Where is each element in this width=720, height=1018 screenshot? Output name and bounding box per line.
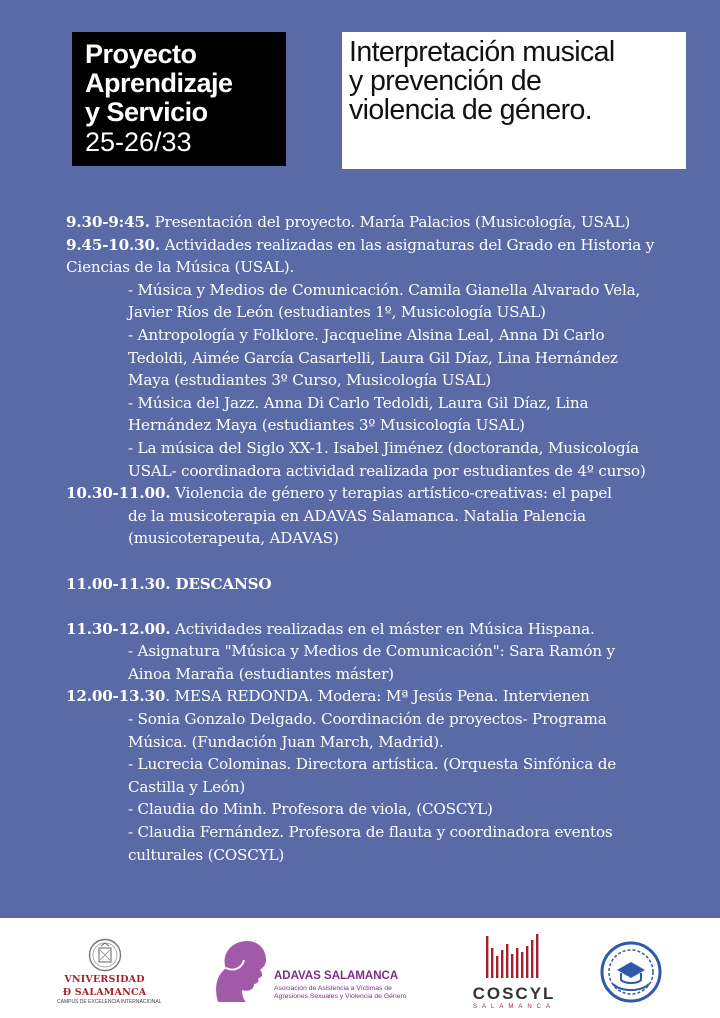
program-line: Ainoa Maraña (estudiantes máster): [128, 664, 394, 683]
program-line: USAL- coordinadora actividad realizada por estudiantes de 4º curso): [128, 461, 646, 480]
program-line: 11.00-11.30. DESCANSO: [66, 574, 272, 593]
program-line: de la musicoterapia en ADAVAS Salamanca. Natalia Palencia: [128, 506, 586, 525]
university-seal-icon: [88, 938, 122, 972]
program-line: culturales (COSCYL): [128, 845, 285, 864]
title-line-1: Interpretación musical: [349, 36, 615, 68]
program-line: - Música y Medios de Comunicación. Camila Gianella Alvarado Vela,: [128, 280, 641, 299]
project-line-2: Aprendizaje: [85, 68, 233, 98]
program-line: - Música del Jazz. Anna Di Carlo Tedoldi, Laura Gil Díaz, Lina: [128, 393, 589, 412]
usal-tagline: CAMPUS DE EXCELENCIA INTERNACIONAL: [57, 999, 162, 1005]
program-line: - Asignatura "Música y Medios de Comunicación": Sara Ramón y: [128, 642, 615, 661]
title-line-2: y prevención de: [349, 65, 542, 97]
adavas-description: Asociación de Asistencia a Víctimas de Agresiones Sexuales y Violencia de Género: [274, 985, 407, 1000]
program-line: - Claudia Fernández. Profesora de flauta y coordinadora eventos: [128, 823, 613, 842]
coscyl-logo: [466, 932, 562, 1010]
sponsor-footer: [0, 918, 720, 1018]
program-line: - Claudia do Minh. Profesora de viola, (COSCYL): [128, 800, 493, 819]
adavas-profile-icon: [212, 938, 274, 1004]
program-line: 10.30-11.00. Violencia de género y terapias artístico-creativas: el papel: [66, 484, 612, 503]
program-line: Javier Ríos de León (estudiantes 1º, Musicología USAL): [128, 303, 546, 322]
coscyl-name: COSCYL: [472, 984, 556, 1003]
program-line: Ciencias de la Música (USAL).: [66, 258, 295, 277]
program-line: 9.30-9:45. Presentación del proyecto. María Palacios (Musicología, USAL): [66, 213, 631, 231]
program-line: Música. (Fundación Juan March, Madrid).: [128, 732, 444, 751]
program-line: 12.00-13.30. MESA REDONDA. Modera: Mª Jesús Pena. Intervienen: [66, 687, 590, 706]
program-line: (musicoterapeuta, ADAVAS): [128, 529, 339, 548]
program-schedule: [66, 211, 706, 866]
education-emblem-icon: [599, 940, 663, 1004]
program-line: Castilla y León): [128, 777, 246, 796]
coscyl-subtitle: SALAMANCA: [472, 1004, 555, 1010]
program-line: 11.30-12.00. Actividades realizadas en el máster en Música Hispana.: [66, 619, 595, 638]
adavas-name: ADAVAS SALAMANCA: [274, 970, 399, 982]
title-box: [342, 32, 686, 169]
project-line-3: y Servicio: [85, 97, 208, 127]
project-line-1: Proyecto: [85, 39, 197, 69]
program-line: - La música del Siglo XX-1. Isabel Jiménez (doctoranda, Musicología: [128, 438, 640, 457]
program-line: 9.45-10.30. Actividades realizadas en las asignaturas del Grado en Historia y: [66, 235, 655, 254]
program-line: - Antropología y Folklore. Jacqueline Alsina Leal, Anna Di Carlo: [128, 325, 605, 344]
project-label-box: [72, 32, 286, 166]
usal-line-1: VNIVERSIDAD: [64, 974, 145, 985]
program-line: Tedoldi, Aimée García Casartelli, Laura Gil Díaz, Lina Hernández: [128, 348, 618, 367]
program-line: - Sonia Gonzalo Delgado. Coordinación de proyectos- Programa: [128, 710, 607, 729]
program-line: - Lucrecia Colominas. Directora artística. (Orquesta Sinfónica de: [128, 755, 617, 774]
project-code: 25-26/33: [85, 127, 192, 157]
program-line: Maya (estudiantes 3º Curso, Musicología USAL): [128, 371, 491, 390]
adavas-logo: [212, 938, 407, 1008]
coscyl-bars-icon: [484, 932, 544, 978]
program-line: Hernández Maya (estudiantes 3º Musicología USAL): [128, 416, 525, 435]
title-line-3: violencia de género.: [349, 94, 593, 126]
usal-logo: [57, 938, 162, 1006]
usal-line-2: Ð SALAMANCA: [62, 987, 147, 998]
